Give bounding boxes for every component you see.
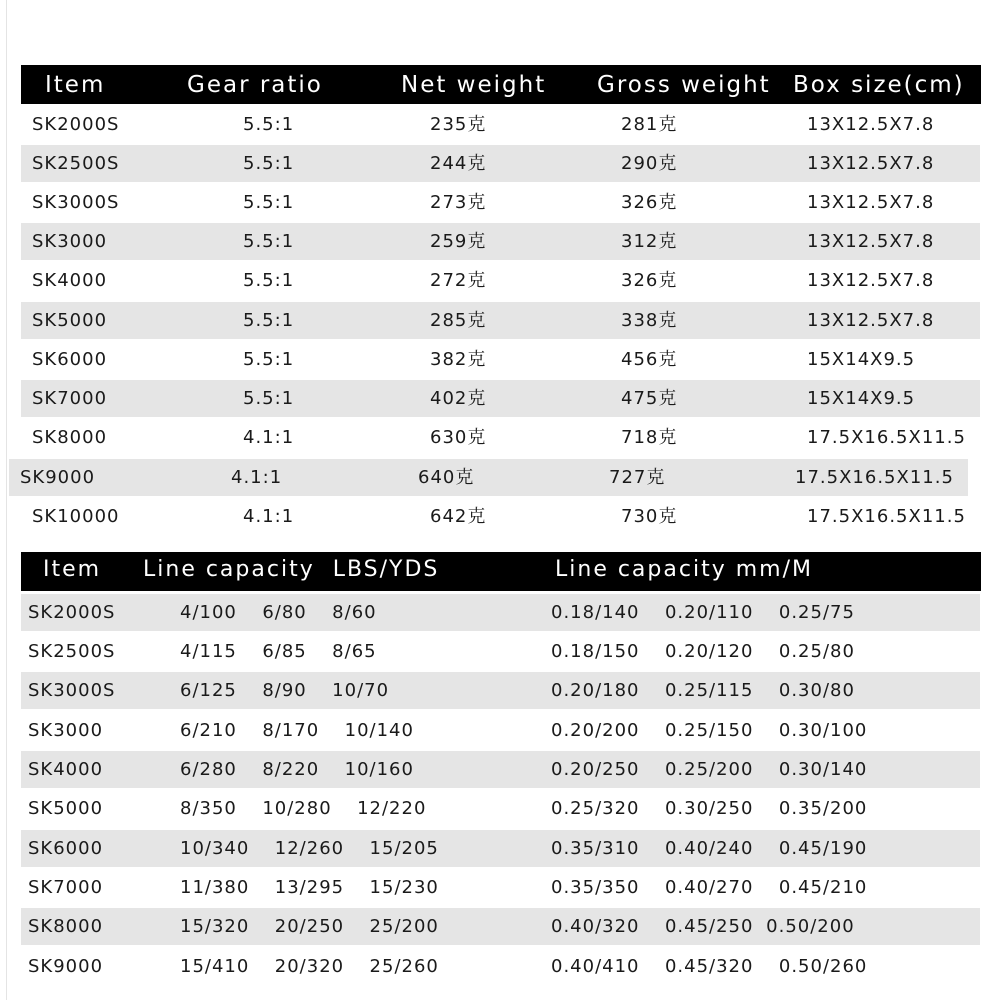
cell-line-capacity-lbs: 10/340 12/260 15/205 [180,838,439,859]
cell-gear-ratio: 5.5:1 [243,388,295,409]
table-row [21,908,980,945]
cell-gear-ratio: 5.5:1 [243,231,295,252]
cell-line-capacity-lbs: 4/100 6/80 8/60 [180,602,377,623]
header-net-weight: Net weight [401,72,547,98]
cell-line-capacity-mm: 0.35/350 0.40/270 0.45/210 [551,877,868,898]
cell-net-weight: 640克 [418,467,475,488]
cell-net-weight: 630克 [430,427,487,448]
table-row [21,106,980,143]
cell-gross-weight: 326克 [621,270,678,291]
table-row [21,633,980,670]
cell-item: SK3000S [32,192,120,213]
cell-box-size: 17.5X16.5X11.5 [795,467,954,488]
header-item: Item [45,72,106,98]
cell-item: SK2000S [28,602,116,623]
cell-item: SK3000 [32,231,108,252]
table-row [21,419,980,456]
cell-box-size: 13X12.5X7.8 [807,270,935,291]
cell-gross-weight: 456克 [621,349,678,370]
cell-item: SK7000 [32,388,108,409]
table-row [21,712,980,749]
cell-box-size: 15X14X9.5 [807,349,916,370]
cell-item: SK6000 [28,838,104,859]
cell-line-capacity-mm: 0.40/410 0.45/320 0.50/260 [551,956,868,977]
cell-line-capacity-mm: 0.20/180 0.25/115 0.30/80 [551,680,855,701]
cell-net-weight: 273克 [430,192,487,213]
table-row [21,184,980,221]
table-row [21,380,980,417]
table-row [21,223,980,260]
cell-gear-ratio: 5.5:1 [243,310,295,331]
table1-header [21,65,981,104]
cell-item: SK3000S [28,680,116,701]
table-row [21,498,980,535]
header-gross-weight: Gross weight [597,72,771,98]
table-row [9,459,968,496]
table-row [21,672,980,709]
table-row [21,830,980,867]
cell-item: SK4000 [32,270,108,291]
header-item: Item [43,557,102,582]
cell-line-capacity-lbs: 8/350 10/280 12/220 [180,798,427,819]
cell-gross-weight: 475克 [621,388,678,409]
table-row [21,262,980,299]
cell-item: SK2500S [28,641,116,662]
cell-gross-weight: 338克 [621,310,678,331]
cell-line-capacity-lbs: 6/280 8/220 10/160 [180,759,414,780]
cell-gear-ratio: 4.1:1 [231,467,283,488]
cell-item: SK8000 [28,916,104,937]
cell-item: SK7000 [28,877,104,898]
cell-line-capacity-mm: 0.25/320 0.30/250 0.35/200 [551,798,868,819]
cell-gear-ratio: 5.5:1 [243,349,295,370]
cell-net-weight: 402克 [430,388,487,409]
cell-gear-ratio: 4.1:1 [243,506,295,527]
table-row [21,790,980,827]
cell-gross-weight: 290克 [621,153,678,174]
cell-net-weight: 235克 [430,114,487,135]
cell-item: SK8000 [32,427,108,448]
cell-item: SK9000 [20,467,96,488]
cell-gross-weight: 281克 [621,114,678,135]
cell-net-weight: 244克 [430,153,487,174]
cell-line-capacity-mm: 0.40/320 0.45/250 0.50/200 [551,916,855,937]
cell-line-capacity-mm: 0.35/310 0.40/240 0.45/190 [551,838,868,859]
cell-line-capacity-lbs: 4/115 6/85 8/65 [180,641,377,662]
cell-gear-ratio: 4.1:1 [243,427,295,448]
cell-net-weight: 642克 [430,506,487,527]
header-gear-ratio: Gear ratio [187,72,323,98]
cell-line-capacity-lbs: 15/320 20/250 25/200 [180,916,439,937]
cell-item: SK6000 [32,349,108,370]
cell-box-size: 15X14X9.5 [807,388,916,409]
cell-gross-weight: 718克 [621,427,678,448]
cell-item: SK10000 [32,506,120,527]
divider [6,0,7,1000]
table-row [21,594,980,631]
cell-item: SK5000 [32,310,108,331]
cell-net-weight: 285克 [430,310,487,331]
header-line-capacity-lbs: Line capacity LBS/YDS [143,557,440,582]
cell-box-size: 13X12.5X7.8 [807,153,935,174]
cell-line-capacity-mm: 0.20/250 0.25/200 0.30/140 [551,759,868,780]
cell-item: SK5000 [28,798,104,819]
cell-gross-weight: 326克 [621,192,678,213]
cell-box-size: 17.5X16.5X11.5 [807,427,966,448]
table-row [21,302,980,339]
table-row [21,341,980,378]
cell-gear-ratio: 5.5:1 [243,270,295,291]
cell-line-capacity-mm: 0.18/140 0.20/110 0.25/75 [551,602,855,623]
cell-item: SK3000 [28,720,104,741]
header-line-capacity-mm: Line capacity mm/M [555,557,813,582]
table2-header [21,552,981,591]
table-row [21,145,980,182]
cell-item: SK2000S [32,114,120,135]
cell-net-weight: 259克 [430,231,487,252]
cell-box-size: 13X12.5X7.8 [807,114,935,135]
cell-line-capacity-lbs: 6/125 8/90 10/70 [180,680,390,701]
cell-item: SK4000 [28,759,104,780]
cell-item: SK2500S [32,153,120,174]
cell-net-weight: 272克 [430,270,487,291]
table-row [21,869,980,906]
cell-box-size: 13X12.5X7.8 [807,192,935,213]
cell-net-weight: 382克 [430,349,487,370]
cell-gross-weight: 312克 [621,231,678,252]
cell-gross-weight: 727克 [609,467,666,488]
cell-line-capacity-lbs: 15/410 20/320 25/260 [180,956,439,977]
cell-gear-ratio: 5.5:1 [243,192,295,213]
cell-line-capacity-lbs: 6/210 8/170 10/140 [180,720,414,741]
cell-gross-weight: 730克 [621,506,678,527]
header-box-size: Box size(cm) [793,72,965,98]
cell-line-capacity-mm: 0.20/200 0.25/150 0.30/100 [551,720,868,741]
cell-gear-ratio: 5.5:1 [243,153,295,174]
cell-box-size: 13X12.5X7.8 [807,231,935,252]
cell-line-capacity-mm: 0.18/150 0.20/120 0.25/80 [551,641,855,662]
cell-line-capacity-lbs: 11/380 13/295 15/230 [180,877,439,898]
table-row [21,751,980,788]
cell-gear-ratio: 5.5:1 [243,114,295,135]
cell-box-size: 13X12.5X7.8 [807,310,935,331]
cell-item: SK9000 [28,956,104,977]
cell-box-size: 17.5X16.5X11.5 [807,506,966,527]
table-row [21,948,980,985]
